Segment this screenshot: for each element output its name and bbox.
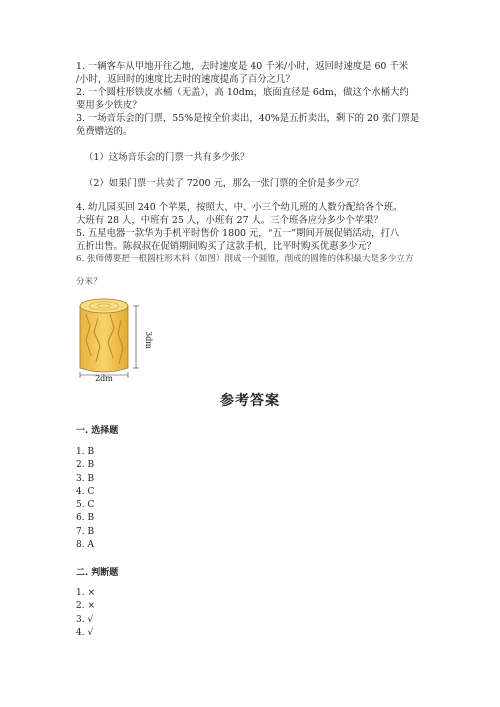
question-4-line-1: 4. 幼儿园买回 240 个苹果，按照大、中、小三个幼儿班的人数分配给各个班。 bbox=[76, 202, 403, 213]
judge-answer: 3. √ bbox=[76, 614, 94, 625]
question-2-line-1: 2. 一个圆柱形铁皮水桶（无盖），高 10dm，底面直径是 6dm，做这个水桶大约 bbox=[76, 87, 409, 98]
question-5-line-2: 五折出售。陈叔叔在促销期间购买了这款手机，比平时购买优惠多少元？ bbox=[76, 241, 377, 252]
choice-answer: 4. C bbox=[76, 486, 95, 497]
choice-answer: 7. B bbox=[76, 526, 95, 537]
choice-answer-list bbox=[76, 446, 94, 552]
judge-answer-list bbox=[76, 587, 95, 640]
question-1-line-1: 1. 一辆客车从甲地开往乙地，去时速度是 40 千米/小时，返回时速度是 60 千米 bbox=[76, 61, 409, 72]
choice-answer: 1. B bbox=[76, 447, 95, 457]
choice-answer: 8. A bbox=[76, 540, 94, 551]
question-4-line-2: 大班有 28 人，中班有 25 人，小班有 27 人。三个班各应分多少个苹果？ bbox=[76, 215, 383, 226]
question-6-line-2: 分米？ bbox=[76, 277, 102, 287]
cylinder-top bbox=[80, 299, 128, 313]
question-3-sub-1: （1）这场音乐会的门票一共有多少张？ bbox=[84, 152, 250, 163]
question-6-line-1: 6. 张师傅要把一根圆柱形木料（如图）削成一个圆锥，削成的圆锥的体积最大是多少立方 bbox=[76, 254, 414, 264]
section-judge-heading: 二. 判断题 bbox=[76, 568, 119, 578]
judge-answer: 4. √ bbox=[76, 627, 94, 638]
judge-answer: 1. × bbox=[76, 588, 95, 598]
diameter-label: 2dm bbox=[95, 374, 113, 382]
cylinder-wood-figure bbox=[74, 296, 154, 382]
question-5-line-1: 5. 五星电器一款华为手机平时售价 1800 元，“五一”期间开展促销活动，打八 bbox=[76, 228, 400, 239]
question-2-line-2: 要用多少铁皮？ bbox=[76, 100, 142, 111]
question-3-line-2: 免费赠送的。 bbox=[76, 126, 133, 137]
height-label: 3dm bbox=[144, 331, 153, 349]
question-3-line-1: 3. 一场音乐会的门票，55%是按全价卖出，40%是五折卖出，剩下的 20 张门票是 bbox=[76, 113, 420, 124]
choice-answer: 2. B bbox=[76, 460, 95, 471]
choice-answer: 6. B bbox=[76, 513, 95, 524]
answers-title: 参考答案 bbox=[220, 393, 280, 409]
choice-answer: 3. B bbox=[76, 473, 95, 484]
choice-answer: 5. C bbox=[76, 500, 95, 511]
question-3-sub-2: （2）如果门票一共卖了 7200 元，那么一张门票的全价是多少元？ bbox=[84, 178, 364, 189]
cylinder-body bbox=[80, 306, 128, 372]
question-1-line-2: /小时，返回时的速度比去时的速度提高了百分之几？ bbox=[76, 74, 295, 85]
section-choice-heading: 一. 选择题 bbox=[76, 426, 119, 436]
judge-answer: 2. × bbox=[76, 601, 95, 612]
